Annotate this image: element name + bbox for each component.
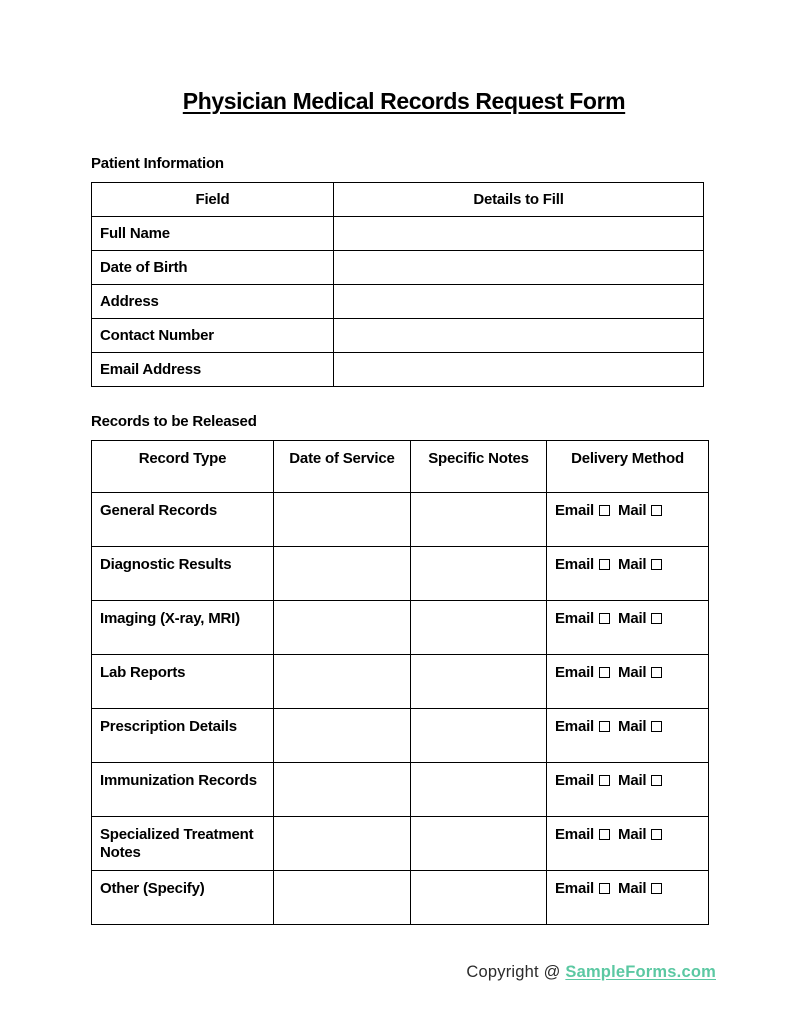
date-of-service-cell[interactable] [274,817,411,871]
date-of-service-cell[interactable] [274,493,411,547]
column-header-specific-notes: Specific Notes [411,441,547,493]
delivery-option-label: Mail [618,556,647,573]
delivery-option-label: Email [555,826,595,843]
copyright-text: Copyright @ [466,963,561,981]
records-table-header-row [92,441,709,493]
delivery-option-mail [618,880,663,897]
delivery-option-label: Mail [618,826,647,843]
delivery-method-cell [547,547,709,601]
table-row [92,319,704,353]
patient-table-header-row [92,183,704,217]
mail-checkbox[interactable] [651,883,662,894]
table-row [92,601,709,655]
table-row [92,493,709,547]
delivery-option-label: Mail [618,772,647,789]
delivery-option-email [555,502,611,519]
delivery-option-mail [618,610,663,627]
patient-info-table [91,182,704,387]
field-label: Contact Number [92,319,334,353]
table-row [92,817,709,871]
delivery-option-label: Email [555,880,595,897]
record-type-label: Lab Reports [92,655,274,709]
delivery-option-mail [618,826,663,843]
delivery-option-mail [618,556,663,573]
column-header-details-to-fill: Details to Fill [334,183,704,217]
delivery-option-label: Mail [618,610,647,627]
email-checkbox[interactable] [599,775,610,786]
table-row [92,285,704,319]
record-type-label: Prescription Details [92,709,274,763]
patient-info-heading: Patient Information [91,155,224,172]
mail-checkbox[interactable] [651,829,662,840]
delivery-option-email [555,664,611,681]
delivery-method-cell [547,709,709,763]
email-checkbox[interactable] [599,829,610,840]
email-checkbox[interactable] [599,667,610,678]
details-fill-cell[interactable] [334,353,704,387]
delivery-option-mail [618,664,663,681]
delivery-method-cell [547,871,709,925]
column-header-field: Field [92,183,334,217]
column-header-delivery-method: Delivery Method [547,441,709,493]
email-checkbox[interactable] [599,505,610,516]
sampleforms-link[interactable]: SampleForms.com [565,963,716,981]
delivery-option-email [555,556,611,573]
specific-notes-cell[interactable] [411,655,547,709]
specific-notes-cell[interactable] [411,871,547,925]
date-of-service-cell[interactable] [274,763,411,817]
delivery-option-label: Email [555,772,595,789]
delivery-method-cell [547,817,709,871]
delivery-option-email [555,772,611,789]
details-fill-cell[interactable] [334,217,704,251]
mail-checkbox[interactable] [651,775,662,786]
delivery-option-label: Email [555,502,595,519]
delivery-method-cell [547,655,709,709]
column-header-record-type: Record Type [92,441,274,493]
page-title: Physician Medical Records Request Form [182,88,626,114]
delivery-method-cell [547,601,709,655]
mail-checkbox[interactable] [651,559,662,570]
specific-notes-cell[interactable] [411,547,547,601]
delivery-option-label: Email [555,664,595,681]
email-checkbox[interactable] [599,721,610,732]
delivery-option-label: Email [555,556,595,573]
records-heading: Records to be Released [91,413,257,430]
specific-notes-cell[interactable] [411,493,547,547]
details-fill-cell[interactable] [334,319,704,353]
field-label: Email Address [92,353,334,387]
mail-checkbox[interactable] [651,667,662,678]
table-row [92,217,704,251]
field-label: Full Name [92,217,334,251]
field-label: Date of Birth [92,251,334,285]
email-checkbox[interactable] [599,559,610,570]
mail-checkbox[interactable] [651,721,662,732]
specific-notes-cell[interactable] [411,763,547,817]
table-row [92,251,704,285]
delivery-option-mail [618,718,663,735]
delivery-option-label: Mail [618,718,647,735]
delivery-method-cell [547,763,709,817]
delivery-method-cell [547,493,709,547]
delivery-option-label: Mail [618,502,647,519]
details-fill-cell[interactable] [334,251,704,285]
details-fill-cell[interactable] [334,285,704,319]
mail-checkbox[interactable] [651,505,662,516]
column-header-date-of-service: Date of Service [274,441,411,493]
table-row [92,655,709,709]
table-row [92,353,704,387]
date-of-service-cell[interactable] [274,709,411,763]
mail-checkbox[interactable] [651,613,662,624]
email-checkbox[interactable] [599,883,610,894]
record-type-label: General Records [92,493,274,547]
specific-notes-cell[interactable] [411,709,547,763]
delivery-option-email [555,610,611,627]
date-of-service-cell[interactable] [274,871,411,925]
table-row [92,709,709,763]
delivery-option-email [555,826,611,843]
records-table [91,440,709,925]
table-row [92,763,709,817]
delivery-option-label: Email [555,610,595,627]
delivery-option-email [555,880,611,897]
table-row [92,547,709,601]
record-type-label: Specialized Treatment Notes [92,817,274,871]
record-type-label: Diagnostic Results [92,547,274,601]
specific-notes-cell[interactable] [411,817,547,871]
delivery-option-mail [618,502,663,519]
delivery-option-email [555,718,611,735]
table-row [92,871,709,925]
delivery-option-mail [618,772,663,789]
record-type-label: Imaging (X-ray, MRI) [92,601,274,655]
field-label: Address [92,285,334,319]
delivery-option-label: Mail [618,664,647,681]
delivery-option-label: Mail [618,880,647,897]
specific-notes-cell[interactable] [411,601,547,655]
record-type-label: Immunization Records [92,763,274,817]
delivery-option-label: Email [555,718,595,735]
record-type-label: Other (Specify) [92,871,274,925]
date-of-service-cell[interactable] [274,601,411,655]
date-of-service-cell[interactable] [274,655,411,709]
date-of-service-cell[interactable] [274,547,411,601]
email-checkbox[interactable] [599,613,610,624]
footer [0,963,716,982]
